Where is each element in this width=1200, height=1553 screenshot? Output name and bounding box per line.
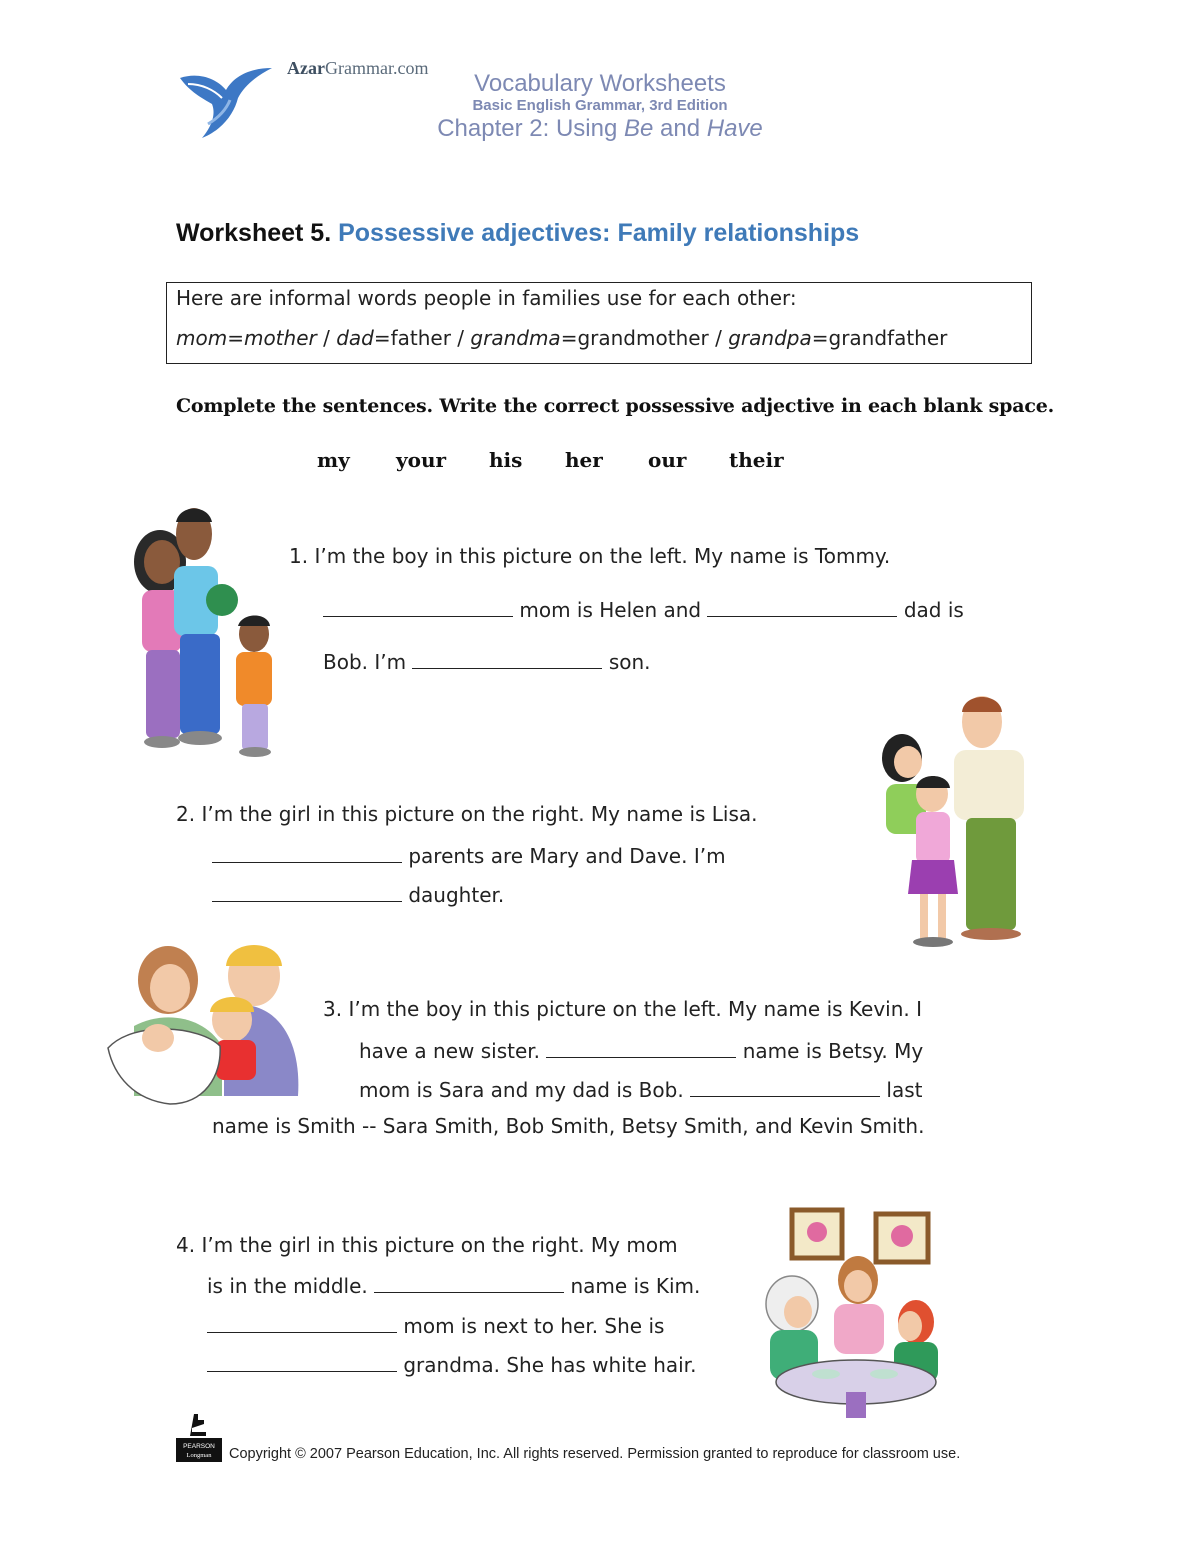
word-bank-item: his [489,448,523,472]
answer-blank[interactable] [374,1272,564,1293]
exercise-3-line-3: mom is Sara and my dad is Bob. last [359,1078,923,1102]
exercise-4-line-2: is in the middle. name is Kim. [207,1274,701,1298]
exercise-3-line-2: have a new sister. name is Betsy. My [359,1039,924,1063]
family-illustration-3 [104,936,304,1112]
answer-blank[interactable] [690,1076,880,1097]
family-illustration-4 [760,1206,952,1422]
word-bank-item: her [565,448,603,472]
book-title: Basic English Grammar, 3rd Edition [472,97,728,114]
svg-text:Longman: Longman [186,1452,212,1459]
answer-blank[interactable] [212,881,402,902]
worksheet-title: Worksheet 5. Possessive adjectives: Family relationships [176,219,860,247]
exercise-1-line-1: 1. I’m the boy in this picture on the left. My name is Tommy. [289,544,891,568]
word-bank-item: their [729,448,784,472]
svg-text:PEARSON: PEARSON [183,1443,215,1450]
word-bank-item: your [396,448,447,472]
exercise-4-line-1: 4. I’m the girl in this picture on the right. My mom [176,1233,678,1257]
exercise-2-line-3: daughter. [212,881,504,907]
exercise-1-line-3: Bob. I’m son. [323,650,651,674]
series-title: Vocabulary Worksheets [474,70,726,97]
answer-blank[interactable] [207,1351,397,1372]
word-bank-item: our [648,448,687,472]
exercise-2-line-2: parents are Mary and Dave. I’m [212,842,726,868]
chapter-title: Chapter 2: Using Be and Have [437,115,763,142]
info-line-1: Here are informal words people in families use for each other: [176,286,797,310]
exercise-3-line-4: name is Smith -- Sara Smith, Bob Smith, Betsy Smith, and Kevin Smith. [212,1114,925,1138]
answer-blank[interactable] [412,648,602,669]
answer-blank[interactable] [212,842,402,863]
exercise-4-line-3: mom is next to her. She is [207,1312,664,1338]
exercise-4-line-4: grandma. She has white hair. [207,1351,696,1377]
exercise-1-line-2: mom is Helen and dad is [323,596,964,622]
exercise-3-line-1: 3. I’m the boy in this picture on the left. My name is Kevin. I [323,997,923,1021]
site-logo-text: AzarGrammar.com [287,58,429,78]
answer-blank[interactable] [323,596,513,617]
pearson-longman-logo-icon [176,1410,222,1462]
word-bank-item: my [317,448,350,472]
exercise-2-line-1: 2. I’m the girl in this picture on the right. My name is Lisa. [176,802,758,826]
answer-blank[interactable] [546,1037,736,1058]
copyright-notice: Copyright © 2007 Pearson Education, Inc. All rights reserved. Permission granted to reproduce for classroom use. [229,1446,961,1462]
answer-blank[interactable] [207,1312,397,1333]
family-illustration-1 [122,500,278,762]
instructions: Complete the sentences. Write the correct possessive adjective in each blank space. [176,395,1054,417]
family-illustration-2 [878,688,1034,956]
answer-blank[interactable] [707,596,897,617]
info-line-2: mom=mother / dad=father / grandma=grandmother / grandpa=grandfather [176,326,948,350]
